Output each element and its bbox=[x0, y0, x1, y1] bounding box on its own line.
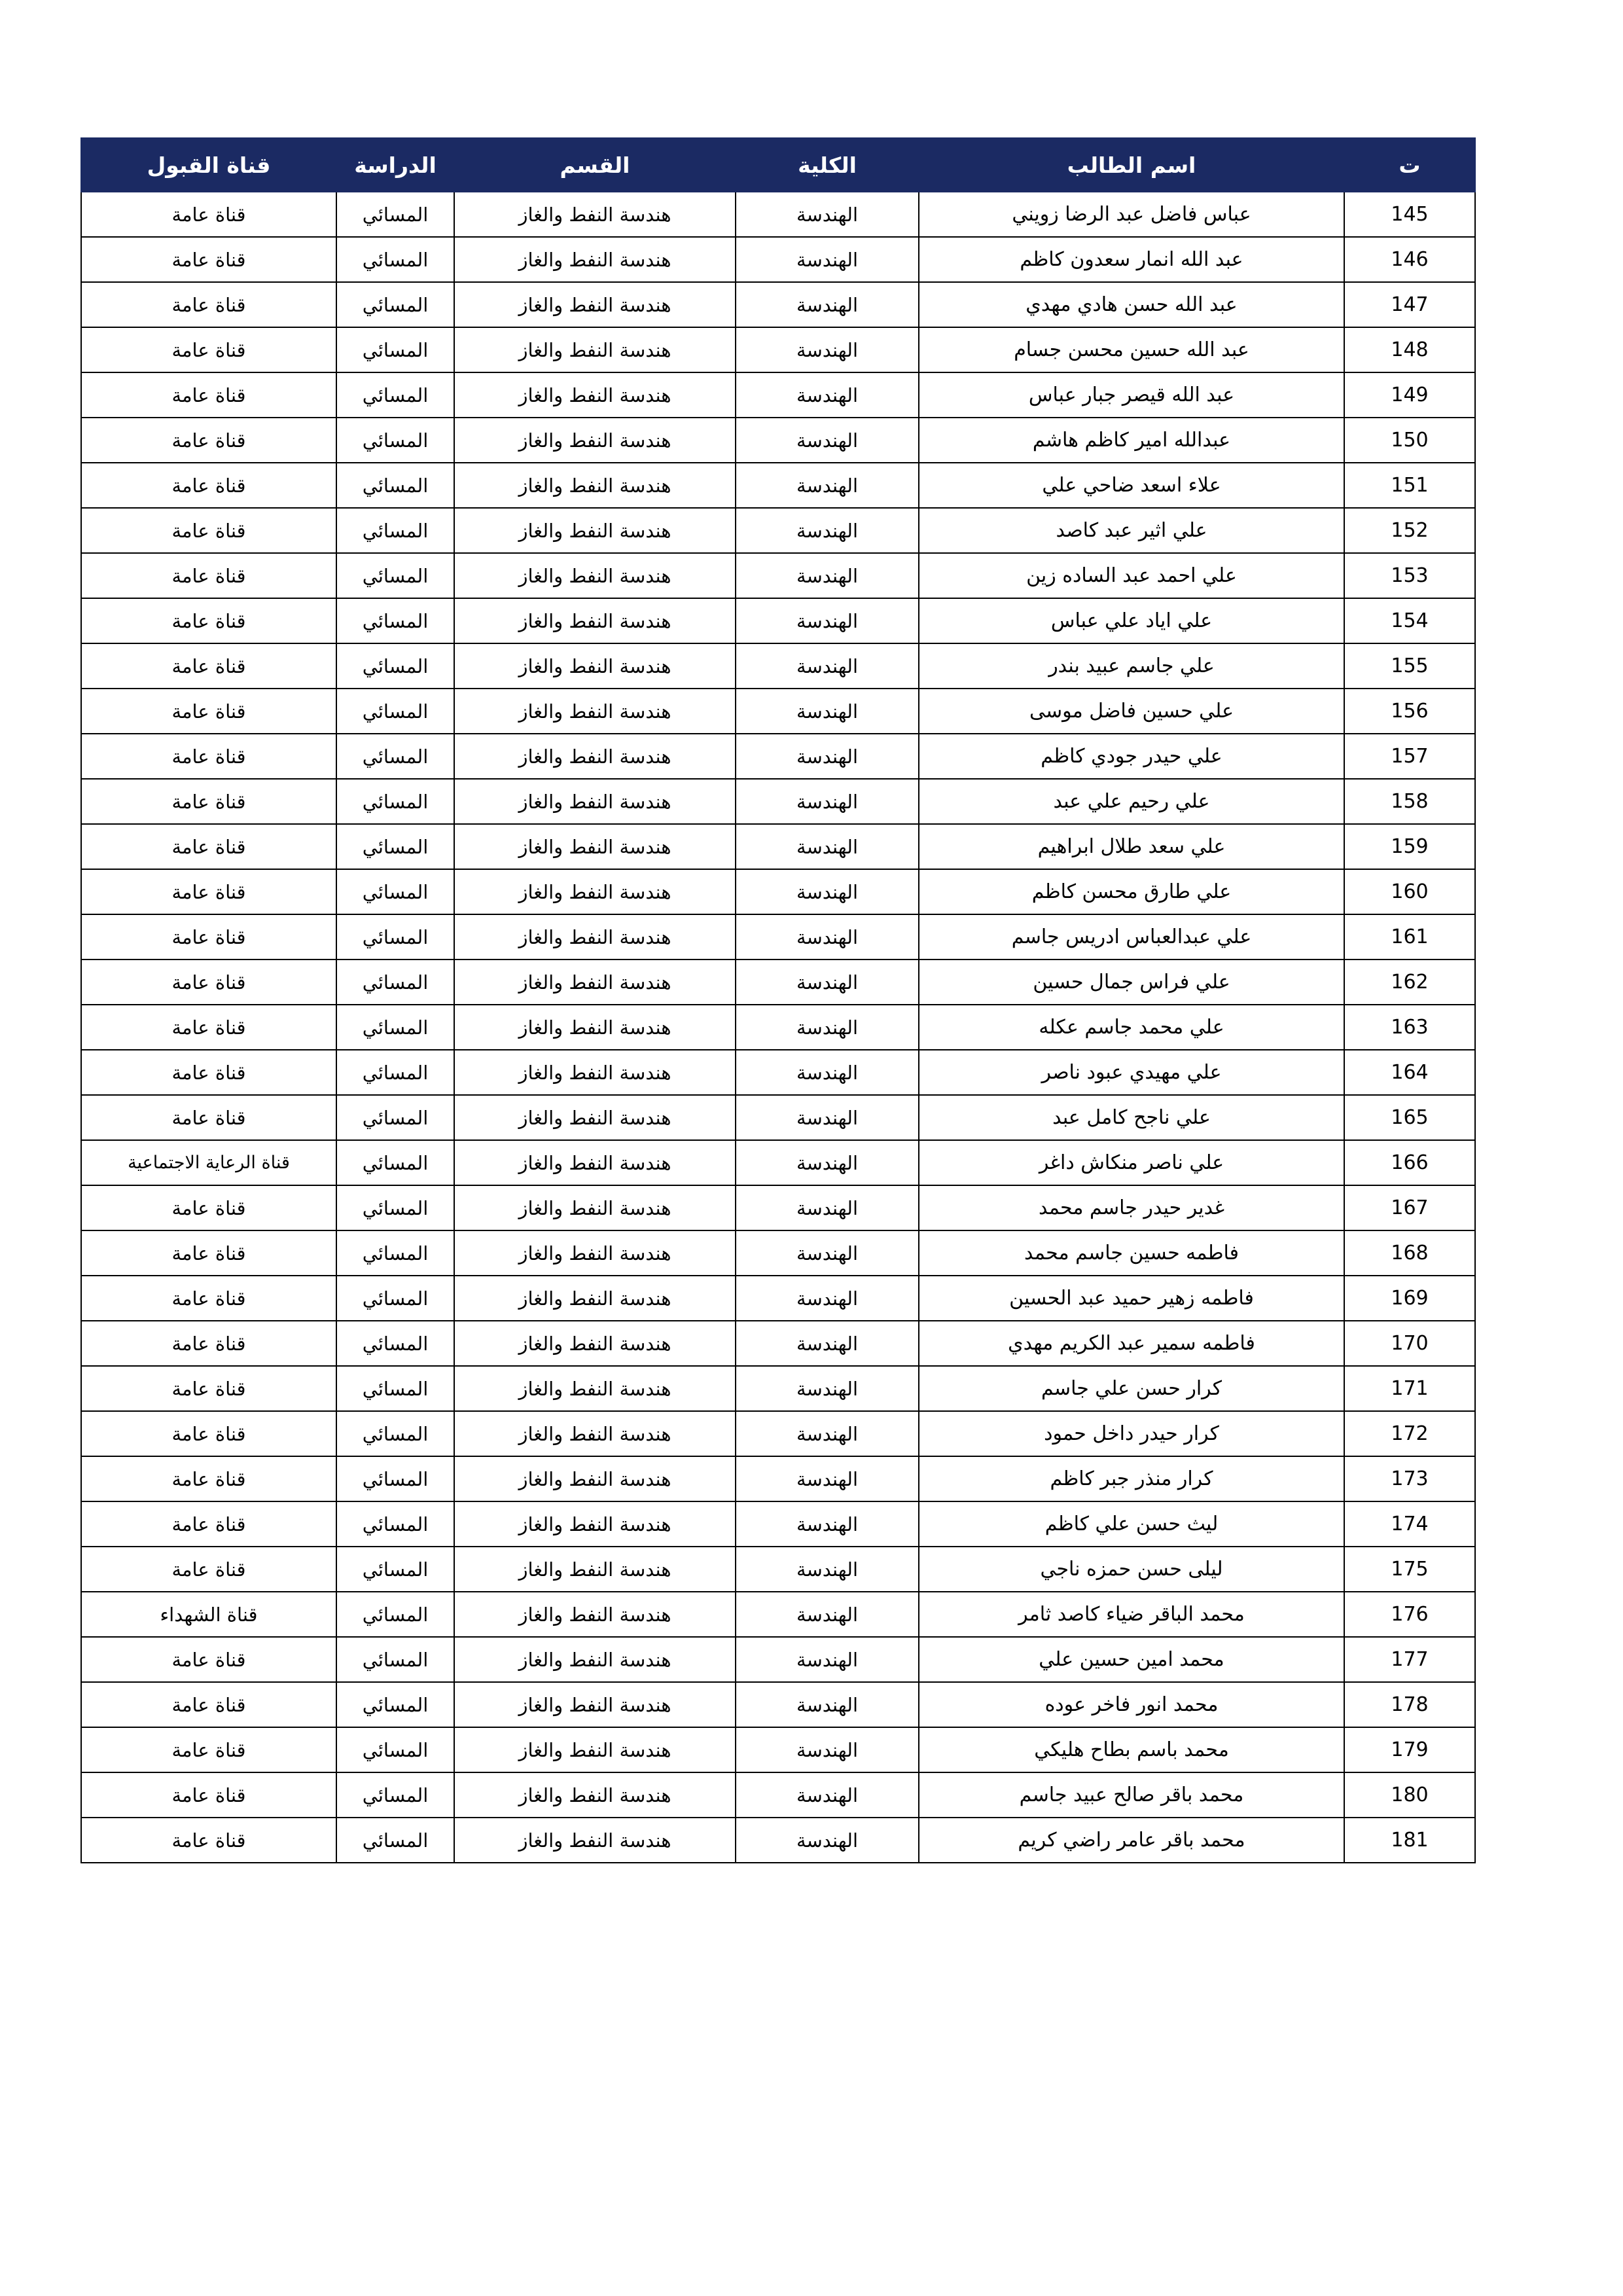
cell-college: الهندسة bbox=[736, 1185, 919, 1230]
cell-department: هندسة النفط والغاز bbox=[454, 1140, 736, 1185]
cell-channel: قناة عامة bbox=[81, 598, 336, 643]
cell-department: هندسة النفط والغاز bbox=[454, 463, 736, 508]
column-header-college: الكلية bbox=[736, 138, 919, 192]
column-header-department: القسم bbox=[454, 138, 736, 192]
cell-study: المسائي bbox=[336, 1727, 454, 1772]
column-header-study: الدراسة bbox=[336, 138, 454, 192]
cell-department: هندسة النفط والغاز bbox=[454, 508, 736, 553]
cell-student-name: علي طارق محسن كاظم bbox=[919, 869, 1344, 914]
cell-channel: قناة عامة bbox=[81, 192, 336, 237]
table-row bbox=[81, 869, 1475, 914]
table-row bbox=[81, 553, 1475, 598]
cell-study: المسائي bbox=[336, 1321, 454, 1366]
cell-channel: قناة عامة bbox=[81, 1005, 336, 1050]
cell-index: 178 bbox=[1344, 1682, 1475, 1727]
cell-college: الهندسة bbox=[736, 643, 919, 689]
cell-study: المسائي bbox=[336, 1005, 454, 1050]
cell-college: الهندسة bbox=[736, 282, 919, 327]
cell-study: المسائي bbox=[336, 734, 454, 779]
cell-department: هندسة النفط والغاز bbox=[454, 1050, 736, 1095]
cell-study: المسائي bbox=[336, 1185, 454, 1230]
table-row bbox=[81, 824, 1475, 869]
column-header-student-name: اسم الطالب bbox=[919, 138, 1344, 192]
cell-index: 154 bbox=[1344, 598, 1475, 643]
cell-index: 156 bbox=[1344, 689, 1475, 734]
cell-channel: قناة عامة bbox=[81, 1230, 336, 1276]
cell-study: المسائي bbox=[336, 508, 454, 553]
cell-index: 146 bbox=[1344, 237, 1475, 282]
table-row bbox=[81, 463, 1475, 508]
table-row bbox=[81, 1411, 1475, 1456]
cell-index: 157 bbox=[1344, 734, 1475, 779]
cell-college: الهندسة bbox=[736, 869, 919, 914]
cell-college: الهندسة bbox=[736, 1637, 919, 1682]
cell-channel: قناة عامة bbox=[81, 1411, 336, 1456]
cell-study: المسائي bbox=[336, 960, 454, 1005]
cell-study: المسائي bbox=[336, 237, 454, 282]
cell-student-name: علي احمد عبد الساده زين bbox=[919, 553, 1344, 598]
cell-department: هندسة النفط والغاز bbox=[454, 1456, 736, 1501]
cell-college: الهندسة bbox=[736, 824, 919, 869]
table-row bbox=[81, 643, 1475, 689]
cell-department: هندسة النفط والغاز bbox=[454, 237, 736, 282]
table-row bbox=[81, 282, 1475, 327]
cell-study: المسائي bbox=[336, 1547, 454, 1592]
cell-student-name: ليث حسن علي كاظم bbox=[919, 1501, 1344, 1547]
cell-study: المسائي bbox=[336, 463, 454, 508]
cell-student-name: علي حيدر جودي كاظم bbox=[919, 734, 1344, 779]
cell-study: المسائي bbox=[336, 1140, 454, 1185]
cell-study: المسائي bbox=[336, 327, 454, 372]
cell-index: 159 bbox=[1344, 824, 1475, 869]
cell-student-name: علي عبدالعباس ادريس جاسم bbox=[919, 914, 1344, 960]
cell-department: هندسة النفط والغاز bbox=[454, 372, 736, 418]
cell-index: 174 bbox=[1344, 1501, 1475, 1547]
table-row bbox=[81, 327, 1475, 372]
cell-department: هندسة النفط والغاز bbox=[454, 598, 736, 643]
cell-study: المسائي bbox=[336, 1682, 454, 1727]
cell-student-name: فاطمه زهير حميد عبد الحسين bbox=[919, 1276, 1344, 1321]
table-row bbox=[81, 1185, 1475, 1230]
cell-department: هندسة النفط والغاز bbox=[454, 1366, 736, 1411]
cell-department: هندسة النفط والغاز bbox=[454, 282, 736, 327]
cell-department: هندسة النفط والغاز bbox=[454, 689, 736, 734]
cell-student-name: علي حسين فاضل موسى bbox=[919, 689, 1344, 734]
cell-study: المسائي bbox=[336, 1366, 454, 1411]
cell-index: 160 bbox=[1344, 869, 1475, 914]
cell-department: هندسة النفط والغاز bbox=[454, 1682, 736, 1727]
cell-student-name: محمد انور فاخر عوده bbox=[919, 1682, 1344, 1727]
table-row bbox=[81, 1501, 1475, 1547]
cell-index: 163 bbox=[1344, 1005, 1475, 1050]
cell-index: 155 bbox=[1344, 643, 1475, 689]
cell-index: 161 bbox=[1344, 914, 1475, 960]
cell-index: 153 bbox=[1344, 553, 1475, 598]
cell-channel: قناة الشهداء bbox=[81, 1592, 336, 1637]
cell-index: 170 bbox=[1344, 1321, 1475, 1366]
cell-study: المسائي bbox=[336, 824, 454, 869]
cell-college: الهندسة bbox=[736, 734, 919, 779]
table-row bbox=[81, 1140, 1475, 1185]
cell-department: هندسة النفط والغاز bbox=[454, 327, 736, 372]
cell-student-name: علي سعد طلال ابراهيم bbox=[919, 824, 1344, 869]
cell-channel: قناة عامة bbox=[81, 1321, 336, 1366]
cell-college: الهندسة bbox=[736, 327, 919, 372]
cell-student-name: علي اياد علي عباس bbox=[919, 598, 1344, 643]
cell-study: المسائي bbox=[336, 372, 454, 418]
cell-index: 176 bbox=[1344, 1592, 1475, 1637]
table-row bbox=[81, 960, 1475, 1005]
cell-college: الهندسة bbox=[736, 914, 919, 960]
cell-study: المسائي bbox=[336, 779, 454, 824]
cell-college: الهندسة bbox=[736, 463, 919, 508]
table-row bbox=[81, 1456, 1475, 1501]
cell-channel: قناة عامة bbox=[81, 779, 336, 824]
cell-department: هندسة النفط والغاز bbox=[454, 1411, 736, 1456]
cell-college: الهندسة bbox=[736, 598, 919, 643]
table-row bbox=[81, 1637, 1475, 1682]
cell-study: المسائي bbox=[336, 1050, 454, 1095]
cell-index: 168 bbox=[1344, 1230, 1475, 1276]
cell-index: 179 bbox=[1344, 1727, 1475, 1772]
cell-department: هندسة النفط والغاز bbox=[454, 1772, 736, 1818]
cell-college: الهندسة bbox=[736, 1276, 919, 1321]
cell-index: 169 bbox=[1344, 1276, 1475, 1321]
cell-college: الهندسة bbox=[736, 1050, 919, 1095]
table-row bbox=[81, 192, 1475, 237]
cell-study: المسائي bbox=[336, 1276, 454, 1321]
cell-student-name: علي جاسم عبيد بندر bbox=[919, 643, 1344, 689]
cell-channel: قناة عامة bbox=[81, 960, 336, 1005]
table-body bbox=[81, 192, 1475, 1863]
cell-department: هندسة النفط والغاز bbox=[454, 192, 736, 237]
cell-channel: قناة عامة bbox=[81, 869, 336, 914]
cell-student-name: محمد باقر صالح عبيد جاسم bbox=[919, 1772, 1344, 1818]
cell-student-name: علي ناصر منكاش داغر bbox=[919, 1140, 1344, 1185]
cell-study: المسائي bbox=[336, 1818, 454, 1863]
cell-channel: قناة عامة bbox=[81, 643, 336, 689]
cell-student-name: عبد الله انمار سعدون كاظم bbox=[919, 237, 1344, 282]
cell-channel: قناة عامة bbox=[81, 237, 336, 282]
table-row bbox=[81, 1230, 1475, 1276]
cell-department: هندسة النفط والغاز bbox=[454, 1230, 736, 1276]
cell-department: هندسة النفط والغاز bbox=[454, 1547, 736, 1592]
cell-department: هندسة النفط والغاز bbox=[454, 553, 736, 598]
cell-student-name: كرار منذر جبر كاظم bbox=[919, 1456, 1344, 1501]
cell-channel: قناة عامة bbox=[81, 463, 336, 508]
cell-department: هندسة النفط والغاز bbox=[454, 1727, 736, 1772]
table-row bbox=[81, 1276, 1475, 1321]
cell-channel: قناة عامة bbox=[81, 1682, 336, 1727]
cell-student-name: علي رحيم علي عبد bbox=[919, 779, 1344, 824]
cell-student-name: كرار حيدر داخل حمود bbox=[919, 1411, 1344, 1456]
cell-channel: قناة عامة bbox=[81, 1727, 336, 1772]
cell-department: هندسة النفط والغاز bbox=[454, 643, 736, 689]
cell-channel: قناة عامة bbox=[81, 734, 336, 779]
table-row bbox=[81, 1366, 1475, 1411]
cell-index: 167 bbox=[1344, 1185, 1475, 1230]
cell-college: الهندسة bbox=[736, 1411, 919, 1456]
cell-channel: قناة عامة bbox=[81, 1637, 336, 1682]
cell-study: المسائي bbox=[336, 1095, 454, 1140]
cell-department: هندسة النفط والغاز bbox=[454, 869, 736, 914]
cell-index: 175 bbox=[1344, 1547, 1475, 1592]
cell-student-name: فاطمه حسين جاسم محمد bbox=[919, 1230, 1344, 1276]
cell-student-name: محمد باسم بطاح هليكي bbox=[919, 1727, 1344, 1772]
cell-channel: قناة عامة bbox=[81, 689, 336, 734]
column-header-channel: قناة القبول bbox=[81, 138, 336, 192]
table-row bbox=[81, 1592, 1475, 1637]
cell-department: هندسة النفط والغاز bbox=[454, 1095, 736, 1140]
cell-channel: قناة عامة bbox=[81, 553, 336, 598]
cell-study: المسائي bbox=[336, 598, 454, 643]
cell-index: 150 bbox=[1344, 418, 1475, 463]
cell-student-name: عبد الله حسن هادي مهدي bbox=[919, 282, 1344, 327]
cell-department: هندسة النفط والغاز bbox=[454, 418, 736, 463]
cell-channel: قناة عامة bbox=[81, 1772, 336, 1818]
cell-study: المسائي bbox=[336, 418, 454, 463]
cell-study: المسائي bbox=[336, 689, 454, 734]
cell-student-name: علي مهيدي عبود ناصر bbox=[919, 1050, 1344, 1095]
cell-department: هندسة النفط والغاز bbox=[454, 824, 736, 869]
cell-channel: قناة عامة bbox=[81, 1501, 336, 1547]
cell-index: 145 bbox=[1344, 192, 1475, 237]
cell-college: الهندسة bbox=[736, 1592, 919, 1637]
cell-college: الهندسة bbox=[736, 1501, 919, 1547]
cell-college: الهندسة bbox=[736, 1321, 919, 1366]
cell-college: الهندسة bbox=[736, 1456, 919, 1501]
cell-channel: قناة عامة bbox=[81, 282, 336, 327]
cell-channel: قناة عامة bbox=[81, 327, 336, 372]
cell-student-name: عباس فاضل عبد الرضا زويني bbox=[919, 192, 1344, 237]
table-row bbox=[81, 598, 1475, 643]
cell-college: الهندسة bbox=[736, 508, 919, 553]
cell-channel: قناة الرعاية الاجتماعية bbox=[81, 1140, 336, 1185]
column-header-index: ت bbox=[1344, 138, 1475, 192]
cell-department: هندسة النفط والغاز bbox=[454, 1592, 736, 1637]
cell-channel: قناة عامة bbox=[81, 1547, 336, 1592]
cell-college: الهندسة bbox=[736, 372, 919, 418]
cell-department: هندسة النفط والغاز bbox=[454, 734, 736, 779]
cell-channel: قناة عامة bbox=[81, 1276, 336, 1321]
cell-study: المسائي bbox=[336, 869, 454, 914]
cell-student-name: علي ناجح كامل عبد bbox=[919, 1095, 1344, 1140]
cell-study: المسائي bbox=[336, 1772, 454, 1818]
cell-student-name: علي محمد جاسم عكله bbox=[919, 1005, 1344, 1050]
cell-college: الهندسة bbox=[736, 192, 919, 237]
cell-department: هندسة النفط والغاز bbox=[454, 779, 736, 824]
table-row bbox=[81, 1321, 1475, 1366]
table-row bbox=[81, 779, 1475, 824]
cell-student-name: كرار حسن علي جاسم bbox=[919, 1366, 1344, 1411]
cell-student-name: غدير حيدر جاسم محمد bbox=[919, 1185, 1344, 1230]
cell-college: الهندسة bbox=[736, 553, 919, 598]
cell-channel: قناة عامة bbox=[81, 418, 336, 463]
cell-college: الهندسة bbox=[736, 960, 919, 1005]
cell-college: الهندسة bbox=[736, 237, 919, 282]
cell-index: 177 bbox=[1344, 1637, 1475, 1682]
cell-student-name: عبد الله حسين محسن جسام bbox=[919, 327, 1344, 372]
cell-student-name: عبدالله امير كاظم هاشم bbox=[919, 418, 1344, 463]
cell-channel: قناة عامة bbox=[81, 1095, 336, 1140]
cell-channel: قناة عامة bbox=[81, 1185, 336, 1230]
cell-channel: قناة عامة bbox=[81, 1818, 336, 1863]
cell-college: الهندسة bbox=[736, 1772, 919, 1818]
cell-study: المسائي bbox=[336, 1456, 454, 1501]
cell-study: المسائي bbox=[336, 643, 454, 689]
cell-study: المسائي bbox=[336, 553, 454, 598]
cell-study: المسائي bbox=[336, 1411, 454, 1456]
cell-college: الهندسة bbox=[736, 418, 919, 463]
cell-student-name: ليلى حسن حمزه ناجي bbox=[919, 1547, 1344, 1592]
cell-college: الهندسة bbox=[736, 1818, 919, 1863]
cell-department: هندسة النفط والغاز bbox=[454, 960, 736, 1005]
cell-index: 147 bbox=[1344, 282, 1475, 327]
table-row bbox=[81, 689, 1475, 734]
students-table bbox=[80, 137, 1476, 1863]
cell-channel: قناة عامة bbox=[81, 824, 336, 869]
table-header-row bbox=[81, 138, 1475, 192]
cell-college: الهندسة bbox=[736, 779, 919, 824]
cell-student-name: محمد امين حسين علي bbox=[919, 1637, 1344, 1682]
table-row bbox=[81, 1772, 1475, 1818]
table-row bbox=[81, 1005, 1475, 1050]
cell-student-name: محمد الباقر ضياء كاصد ثامر bbox=[919, 1592, 1344, 1637]
cell-index: 152 bbox=[1344, 508, 1475, 553]
cell-study: المسائي bbox=[336, 1592, 454, 1637]
cell-college: الهندسة bbox=[736, 1140, 919, 1185]
cell-department: هندسة النفط والغاز bbox=[454, 1501, 736, 1547]
cell-department: هندسة النفط والغاز bbox=[454, 1321, 736, 1366]
cell-student-name: علي فراس جمال حسين bbox=[919, 960, 1344, 1005]
cell-channel: قناة عامة bbox=[81, 1456, 336, 1501]
cell-study: المسائي bbox=[336, 282, 454, 327]
cell-college: الهندسة bbox=[736, 1230, 919, 1276]
cell-student-name: فاطمه سمير عبد الكريم مهدي bbox=[919, 1321, 1344, 1366]
cell-channel: قناة عامة bbox=[81, 372, 336, 418]
cell-department: هندسة النفط والغاز bbox=[454, 1637, 736, 1682]
cell-student-name: محمد باقر عامر راضي كريم bbox=[919, 1818, 1344, 1863]
table-row bbox=[81, 1547, 1475, 1592]
cell-department: هندسة النفط والغاز bbox=[454, 1276, 736, 1321]
table-row bbox=[81, 508, 1475, 553]
cell-study: المسائي bbox=[336, 192, 454, 237]
cell-channel: قناة عامة bbox=[81, 914, 336, 960]
cell-index: 171 bbox=[1344, 1366, 1475, 1411]
cell-index: 166 bbox=[1344, 1140, 1475, 1185]
table-row bbox=[81, 1050, 1475, 1095]
cell-college: الهندسة bbox=[736, 1547, 919, 1592]
cell-index: 180 bbox=[1344, 1772, 1475, 1818]
table-header bbox=[81, 138, 1475, 192]
table-row bbox=[81, 1818, 1475, 1863]
cell-channel: قناة عامة bbox=[81, 1050, 336, 1095]
cell-index: 158 bbox=[1344, 779, 1475, 824]
table-row bbox=[81, 372, 1475, 418]
cell-channel: قناة عامة bbox=[81, 508, 336, 553]
cell-college: الهندسة bbox=[736, 1005, 919, 1050]
cell-index: 148 bbox=[1344, 327, 1475, 372]
cell-department: هندسة النفط والغاز bbox=[454, 1818, 736, 1863]
cell-student-name: علي اثير عبد كاصد bbox=[919, 508, 1344, 553]
cell-study: المسائي bbox=[336, 1637, 454, 1682]
cell-study: المسائي bbox=[336, 1230, 454, 1276]
table-row bbox=[81, 734, 1475, 779]
table-row bbox=[81, 914, 1475, 960]
cell-student-name: علاء اسعد ضاحي علي bbox=[919, 463, 1344, 508]
table-row bbox=[81, 1095, 1475, 1140]
cell-department: هندسة النفط والغاز bbox=[454, 1185, 736, 1230]
table-row bbox=[81, 418, 1475, 463]
cell-college: الهندسة bbox=[736, 1682, 919, 1727]
table-row bbox=[81, 1727, 1475, 1772]
cell-study: المسائي bbox=[336, 914, 454, 960]
table-row bbox=[81, 1682, 1475, 1727]
cell-index: 151 bbox=[1344, 463, 1475, 508]
cell-department: هندسة النفط والغاز bbox=[454, 1005, 736, 1050]
cell-college: الهندسة bbox=[736, 689, 919, 734]
table-row bbox=[81, 237, 1475, 282]
cell-college: الهندسة bbox=[736, 1366, 919, 1411]
cell-college: الهندسة bbox=[736, 1727, 919, 1772]
cell-department: هندسة النفط والغاز bbox=[454, 914, 736, 960]
cell-index: 164 bbox=[1344, 1050, 1475, 1095]
cell-index: 181 bbox=[1344, 1818, 1475, 1863]
cell-index: 162 bbox=[1344, 960, 1475, 1005]
cell-channel: قناة عامة bbox=[81, 1366, 336, 1411]
cell-index: 149 bbox=[1344, 372, 1475, 418]
cell-index: 165 bbox=[1344, 1095, 1475, 1140]
cell-college: الهندسة bbox=[736, 1095, 919, 1140]
cell-index: 172 bbox=[1344, 1411, 1475, 1456]
cell-student-name: عبد الله قيصر جبار عباس bbox=[919, 372, 1344, 418]
cell-study: المسائي bbox=[336, 1501, 454, 1547]
cell-index: 173 bbox=[1344, 1456, 1475, 1501]
